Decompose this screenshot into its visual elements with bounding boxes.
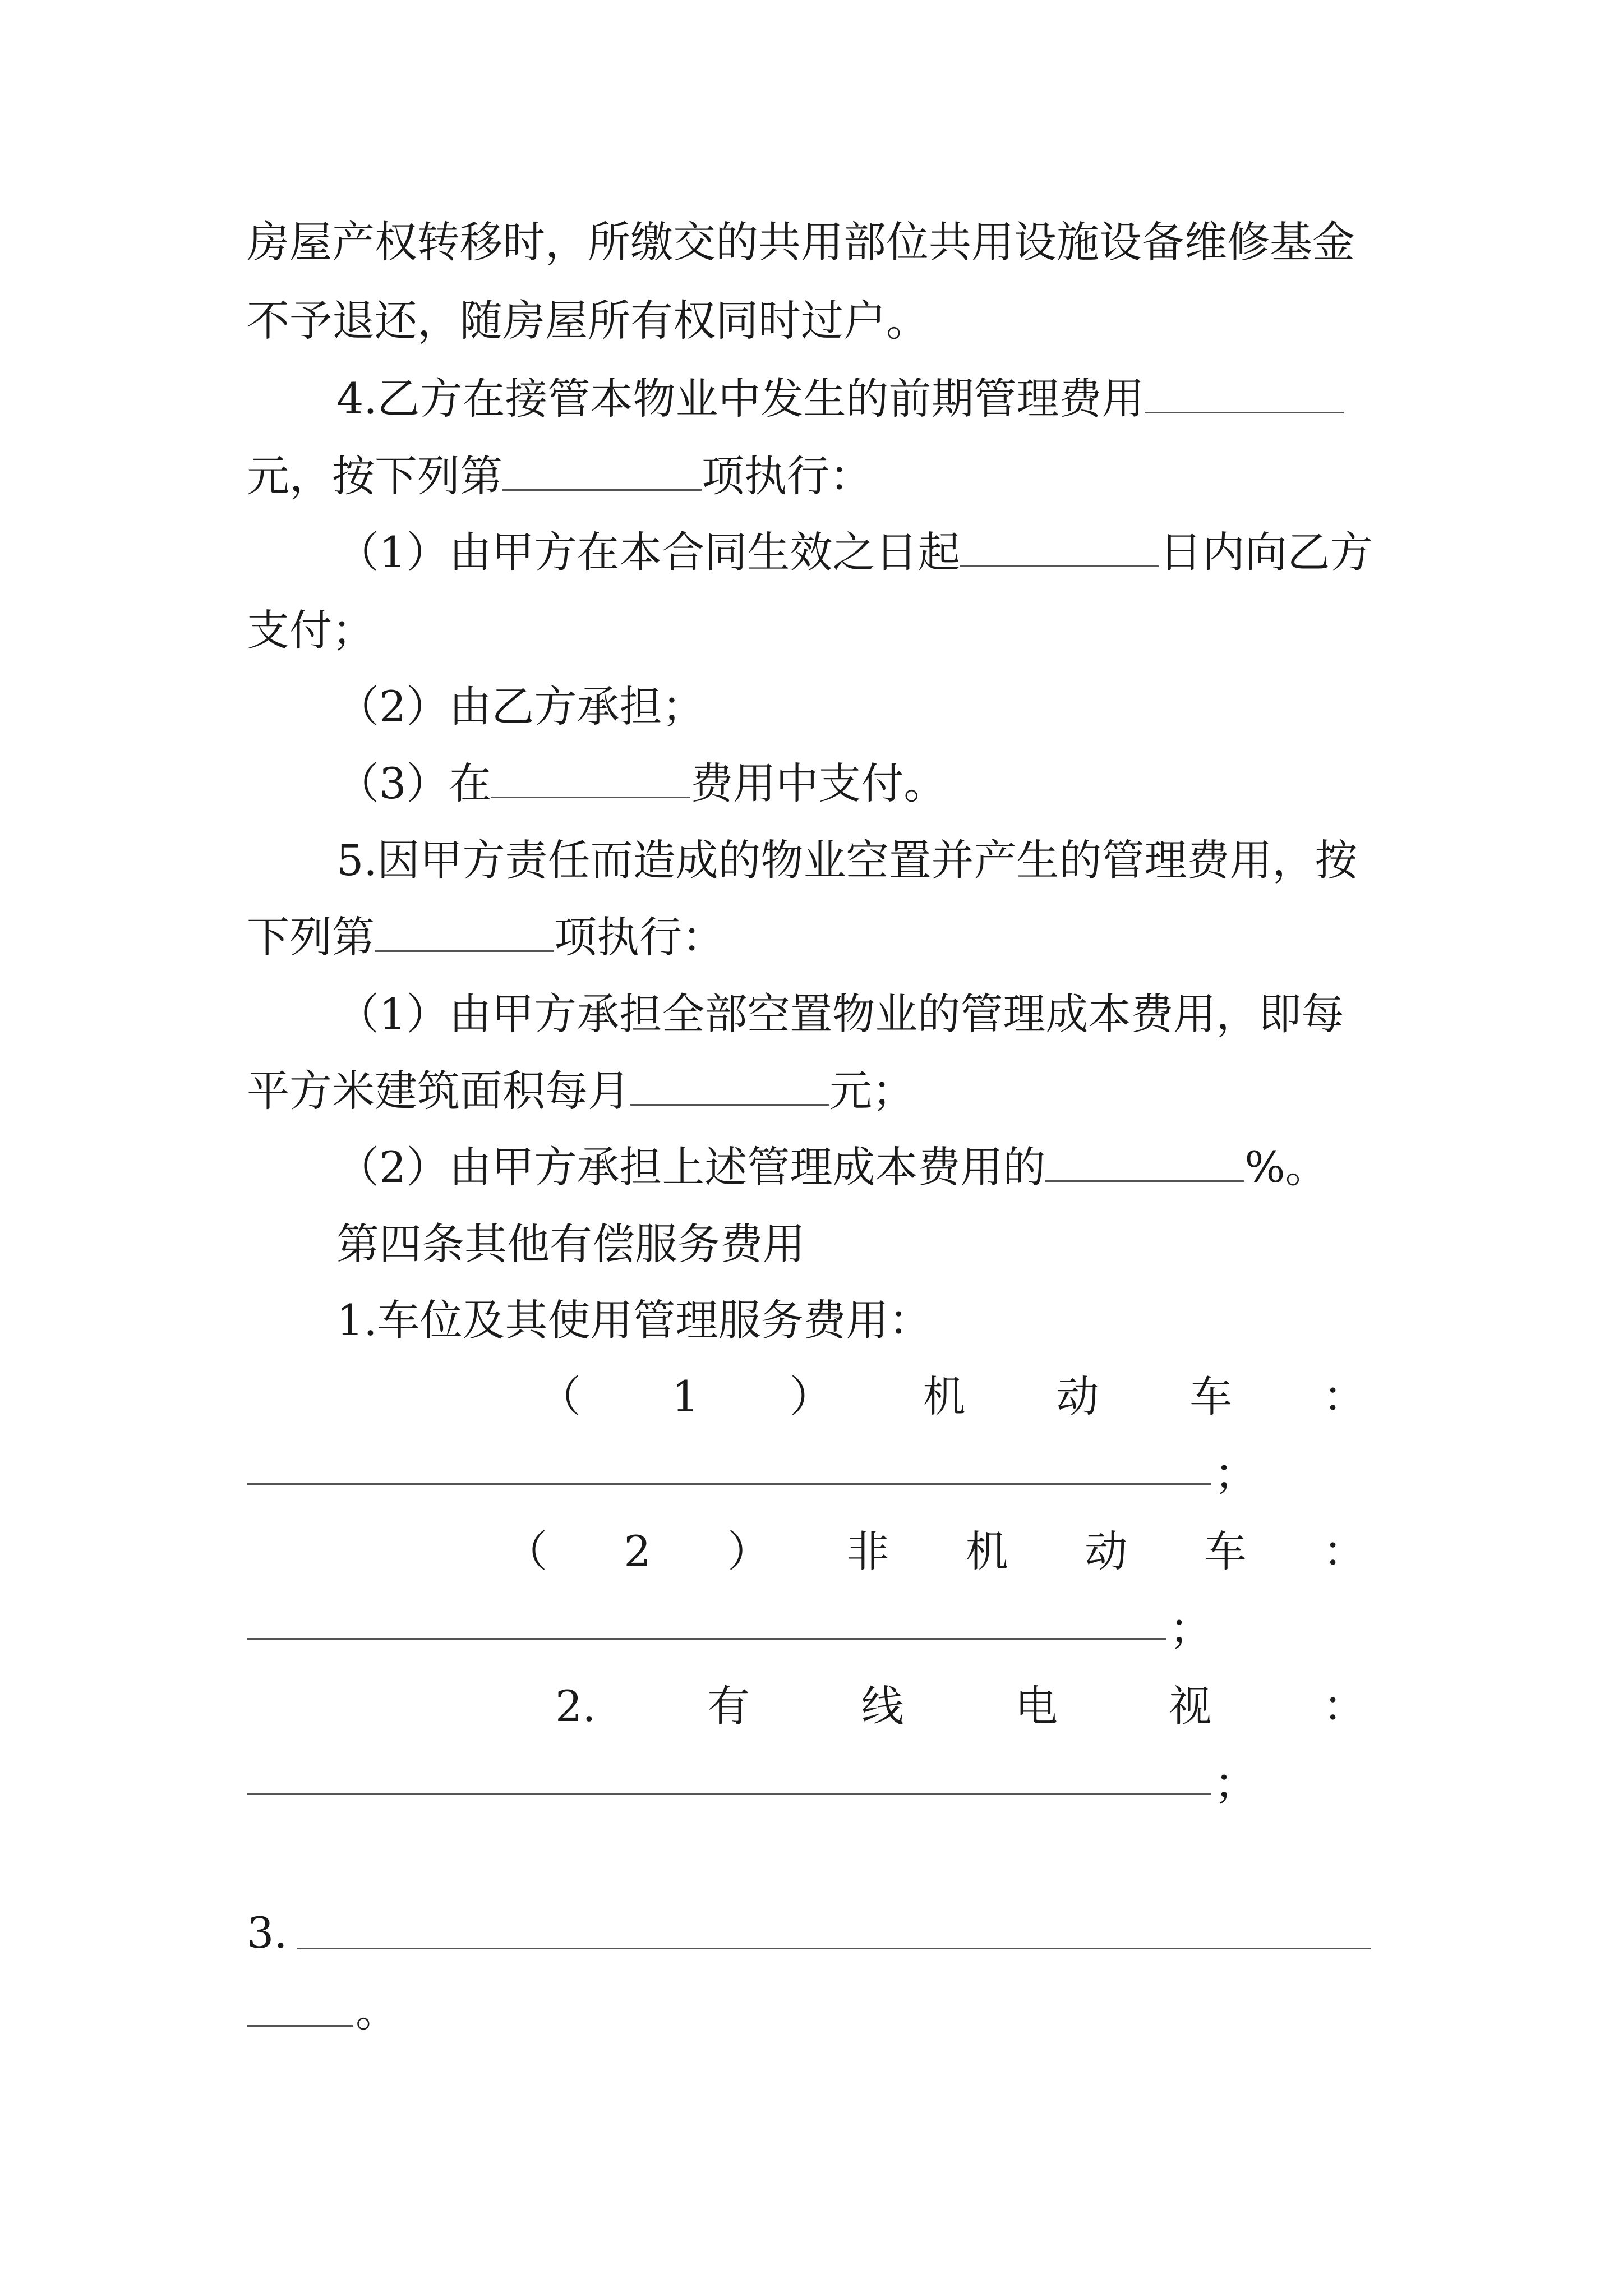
spread-char: （ <box>538 1372 581 1421</box>
text-fragment: 日内向乙方 <box>1159 527 1373 577</box>
paragraph-line <box>247 909 725 965</box>
spread-char: ： <box>1322 1681 1366 1731</box>
text-fragment: 项执行： <box>554 912 725 962</box>
spread-char: 2. <box>555 1681 596 1731</box>
spread-char: ） <box>727 1526 771 1576</box>
paragraph-line: 5.因甲方责任而造成的物业空置并产生的管理费用，按 <box>336 835 1358 885</box>
fill-blank <box>491 755 690 798</box>
spread-char: 电 <box>1015 1681 1058 1731</box>
spread-char: 1 <box>671 1372 699 1421</box>
spread-char: 动 <box>1056 1372 1099 1421</box>
line-end-mark: ； <box>1169 1604 1212 1654</box>
justified-line-tv <box>555 1678 1366 1734</box>
spread-char: ） <box>789 1372 832 1421</box>
justified-line-nonmotor <box>505 1524 1366 1580</box>
paragraph-line <box>336 524 1372 581</box>
paragraph-line <box>336 370 1344 427</box>
text-fragment: 元； <box>829 1066 915 1116</box>
fill-rule <box>247 1793 1211 1795</box>
fill-blank <box>630 1062 829 1106</box>
text-fragment: %。 <box>1244 1142 1328 1192</box>
spread-char: 非 <box>846 1526 889 1576</box>
clause-4-text: 4.乙方在接管本物业中发生的前期管理费用 <box>336 374 1145 424</box>
spread-char: ： <box>1322 1372 1366 1421</box>
fill-rule <box>247 1638 1166 1640</box>
text-fragment: （1）由甲方在本合同生效之日起 <box>336 527 961 577</box>
text-fragment: 费用中支付。 <box>690 758 947 808</box>
text-fragment: （3）在 <box>336 758 492 808</box>
line-end-mark: ； <box>1214 1449 1257 1499</box>
fill-rule <box>247 1483 1211 1485</box>
text-fragment: （2）由甲方承担上述管理成本费用的 <box>336 1142 1046 1192</box>
paragraph-line: 1.车位及其使用管理服务费用： <box>336 1295 932 1345</box>
text-fragment: 项执行： <box>702 451 872 501</box>
line-end-mark: 。 <box>356 1986 398 2036</box>
spread-char: 车 <box>1204 1526 1247 1576</box>
spread-char: 机 <box>923 1372 966 1421</box>
spread-char: 线 <box>861 1681 904 1731</box>
paragraph-line <box>336 1139 1328 1195</box>
paragraph-line: 房屋产权转移时，所缴交的共用部位共用设施设备维修基金 <box>247 217 1355 267</box>
spread-char: （ <box>505 1526 547 1576</box>
fill-blank <box>502 448 702 491</box>
paragraph-line <box>336 755 946 812</box>
paragraph-line <box>247 448 872 504</box>
spread-char: 机 <box>965 1526 1008 1576</box>
fill-blank <box>1145 370 1344 413</box>
paragraph-line <box>247 1062 915 1119</box>
text-fragment: 元，按下列第 <box>247 451 502 501</box>
text-fragment: 下列第 <box>247 912 375 962</box>
paragraph-line: 支付； <box>247 605 375 655</box>
fill-blank <box>375 909 554 952</box>
text-fragment: 平方米建筑面积每月 <box>247 1066 630 1116</box>
spread-char: ： <box>1322 1526 1366 1576</box>
fill-rule <box>297 1948 1371 1949</box>
spread-char: 动 <box>1085 1526 1128 1576</box>
spread-char: 视 <box>1169 1681 1212 1731</box>
spread-char: 有 <box>707 1681 750 1731</box>
spread-char: 2 <box>624 1526 651 1576</box>
fill-blank <box>1045 1139 1244 1182</box>
fill-blank <box>960 524 1159 567</box>
paragraph-line: （2）由乙方承担； <box>336 682 705 731</box>
fill-rule <box>247 2025 353 2027</box>
paragraph-line: （1）由甲方承担全部空置物业的管理成本费用，即每 <box>336 989 1344 1039</box>
justified-line-motor <box>538 1369 1366 1425</box>
line-end-mark: ； <box>1214 1759 1257 1809</box>
paragraph-line: 不予退还，随房屋所有权同时过户。 <box>247 296 929 346</box>
section-heading: 第四条其他有偿服务费用 <box>336 1219 805 1269</box>
item-3-number: 3. <box>247 1908 288 1958</box>
spread-char: 车 <box>1189 1372 1233 1421</box>
